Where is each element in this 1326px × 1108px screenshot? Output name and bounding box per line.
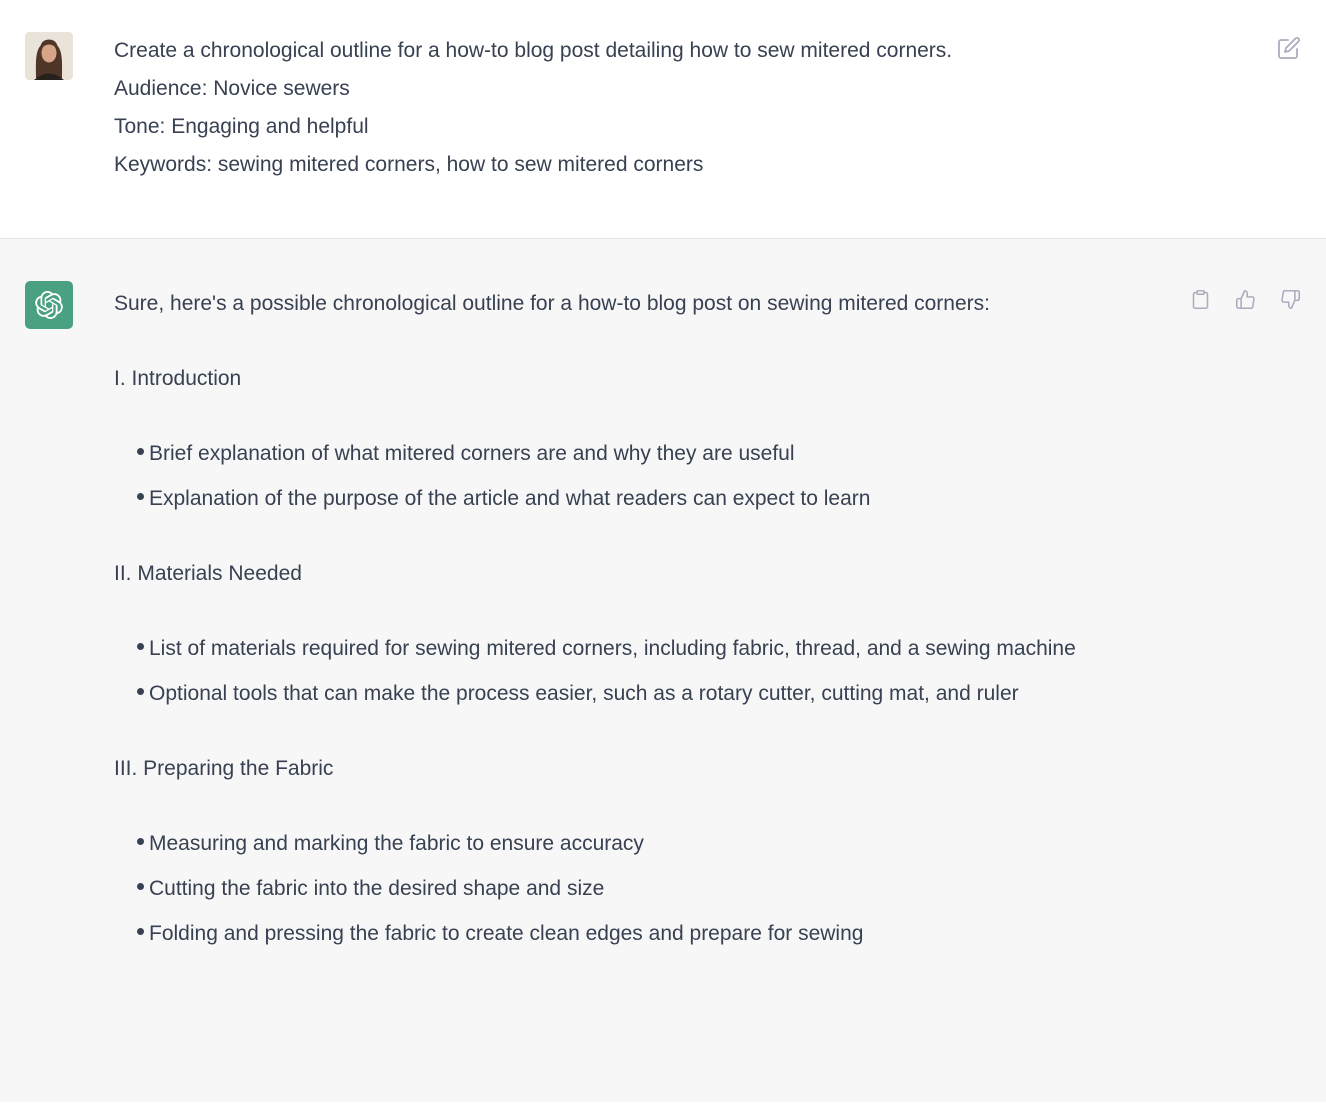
outline-heading-preparing-fabric: III. Preparing the Fabric bbox=[114, 757, 334, 780]
thumbs-down-icon bbox=[1280, 289, 1301, 310]
next-row-edge bbox=[0, 1102, 1326, 1108]
assistant-message-content bbox=[114, 281, 1104, 986]
outline-bullet: Optional tools that can make the process easier, such as a rotary cutter, cutting mat, and ruler bbox=[114, 671, 1104, 716]
outline-heading-materials: II. Materials Needed bbox=[114, 562, 302, 585]
clipboard-icon bbox=[1190, 289, 1211, 310]
user-avatar-photo bbox=[25, 32, 73, 80]
thumbs-up-icon bbox=[1235, 289, 1256, 310]
thumbs-up-button[interactable] bbox=[1235, 289, 1256, 310]
outline-bullet: Cutting the fabric into the desired shape and size bbox=[114, 866, 1104, 911]
assistant-message-row bbox=[0, 238, 1326, 1102]
outline-list-introduction bbox=[114, 431, 1104, 521]
user-message-line: Audience: Novice sewers bbox=[114, 77, 350, 100]
user-message-actions bbox=[1277, 36, 1301, 60]
user-message-line: Create a chronological outline for a how-to blog post detailing how to sew mitered corners. bbox=[114, 39, 953, 62]
user-message-content bbox=[114, 32, 1154, 184]
outline-list-preparing-fabric bbox=[114, 821, 1104, 956]
outline-bullet: List of materials required for sewing mitered corners, including fabric, thread, and a sewing machine bbox=[114, 626, 1104, 671]
edit-icon bbox=[1277, 36, 1301, 60]
chatgpt-avatar bbox=[25, 281, 73, 329]
chatgpt-logo bbox=[25, 281, 73, 329]
user-message-row bbox=[0, 0, 1326, 238]
user-message-line: Keywords: sewing mitered corners, how to sew mitered corners bbox=[114, 153, 704, 176]
outline-bullet: Brief explanation of what mitered corners are and why they are useful bbox=[114, 431, 1104, 476]
assistant-message-actions bbox=[1190, 289, 1301, 310]
outline-bullet: Folding and pressing the fabric to create clean edges and prepare for sewing bbox=[114, 911, 1104, 956]
user-message-line: Tone: Engaging and helpful bbox=[114, 115, 369, 138]
assistant-intro-paragraph: Sure, here's a possible chronological outline for a how-to blog post on sewing mitered corners: bbox=[114, 292, 990, 315]
copy-button[interactable] bbox=[1190, 289, 1211, 310]
outline-bullet: Measuring and marking the fabric to ensure accuracy bbox=[114, 821, 1104, 866]
edit-message-button[interactable] bbox=[1277, 36, 1301, 60]
outline-list-materials bbox=[114, 626, 1104, 716]
outline-heading-introduction: I. Introduction bbox=[114, 367, 242, 390]
outline-bullet: Explanation of the purpose of the article and what readers can expect to learn bbox=[114, 476, 1104, 521]
user-avatar bbox=[25, 32, 73, 80]
thumbs-down-button[interactable] bbox=[1280, 289, 1301, 310]
